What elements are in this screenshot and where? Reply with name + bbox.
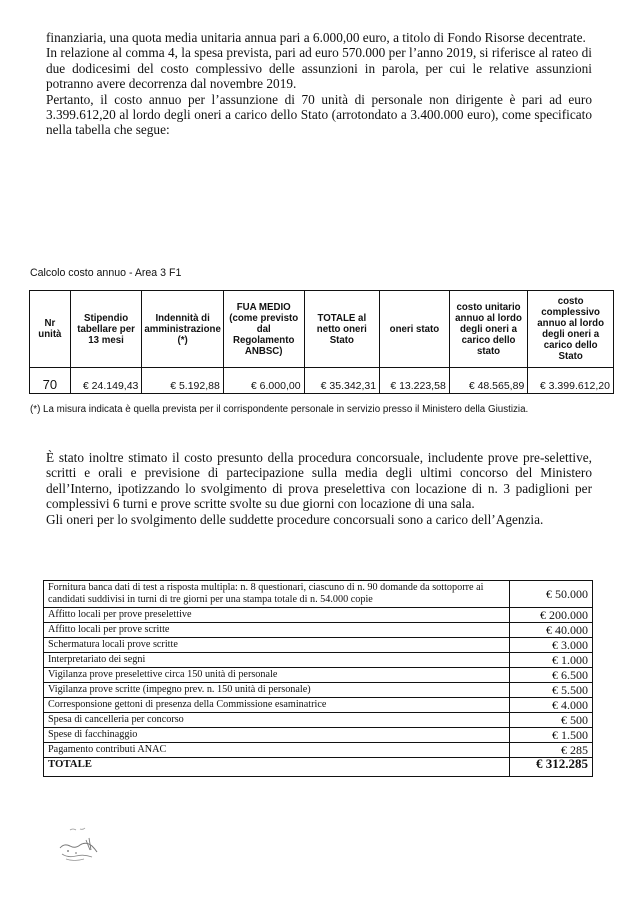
fee-label: Affitto locali per prove preselettive (44, 608, 510, 623)
header-nr-unita: Nr unità (30, 291, 71, 368)
fee-amount: € 50.000 (510, 581, 593, 608)
fee-label: Affitto locali per prove scritte (44, 623, 510, 638)
fees-row (44, 581, 593, 608)
stamp-icon (56, 826, 100, 866)
fee-label: Spesa di cancelleria per concorso (44, 713, 510, 728)
header-totale-netto: TOTALE al netto oneri Stato (304, 291, 380, 368)
header-oneri-stato: oneri stato (380, 291, 450, 368)
fee-label: Pagamento contributi ANAC (44, 743, 510, 758)
fee-amount: € 500 (510, 713, 593, 728)
fees-total-amount: € 312.285 (510, 758, 593, 777)
procedure-paragraph-1: È stato inoltre stimato il costo presunto della procedura concorsuale, includente prove pre-selettive, scritti e orali e previsione di partecipazione sulla media degli ultimi concorso del Ministero dell’Interno, ipotizzando lo svolgimento di prova preselettiva con locazione di n. 3 padiglioni per complessivi 6 turni e prove scritte svolte su due giorni con locazione di una sala. (46, 450, 592, 512)
fee-label: Schermatura locali prove scritte (44, 638, 510, 653)
cell-stipendio: € 24.149,43 (70, 368, 142, 394)
cell-indennita: € 5.192,88 (142, 368, 223, 394)
header-costo-complessivo: costo complessivo annuo al lordo degli oneri a carico dello Stato (528, 291, 614, 368)
header-costo-unitario: costo unitario annuo al lordo degli oneri a carico dello stato (449, 291, 528, 368)
fee-label: Interpretariato dei segni (44, 653, 510, 668)
header-stipendio: Stipendio tabellare per 13 mesi (70, 291, 142, 368)
fees-row (44, 743, 593, 758)
intro-paragraph-1: finanziaria, una quota media unitaria annua pari a 6.000,00 euro, a titolo di Fondo Risorse decentrate. (46, 30, 586, 45)
fee-label: Spese di facchinaggio (44, 728, 510, 743)
fees-row (44, 683, 593, 698)
fees-row (44, 638, 593, 653)
fee-label: Vigilanza prove preselettive circa 150 unità di personale (44, 668, 510, 683)
cost-table-footnote: (*) La misura indicata è quella prevista per il corrispondente personale in servizio presso il Ministero della Giustizia. (30, 404, 529, 415)
cell-costo-complessivo: € 3.399.612,20 (528, 368, 614, 394)
fee-amount: € 3.000 (510, 638, 593, 653)
intro-text (46, 30, 592, 138)
fee-label: Fornitura banca dati di test a risposta multipla: n. 8 questionari, ciascuno di n. 90 domande da sottoporre ai candidati suddivisi in turni di tre giorni per una stampa totale di n. 54.000 copie (44, 581, 510, 608)
procedure-paragraph-2: Gli oneri per lo svolgimento delle suddette procedure concorsuali sono a carico dell’Agenzia. (46, 511, 544, 527)
fees-total-row (44, 758, 593, 777)
fee-amount: € 1.500 (510, 728, 593, 743)
intro-paragraph-3: Pertanto, il costo annuo per l’assunzione di 70 unità di personale non dirigente è pari ad euro 3.399.612,20 al lordo degli oneri a carico dello Stato (arrotondato a 3.400.000 euro), come specificato nella tabella che segue: (46, 91, 592, 138)
fees-table (43, 580, 593, 777)
fee-amount: € 6.500 (510, 668, 593, 683)
fee-amount: € 200.000 (510, 608, 593, 623)
fee-label: Vigilanza prove scritte (impegno prev. n. 150 unità di personale) (44, 683, 510, 698)
cost-table-caption: Calcolo costo annuo - Area 3 F1 (30, 267, 182, 279)
fees-row (44, 608, 593, 623)
cost-table-row (30, 368, 614, 394)
intro-paragraph-2: In relazione al comma 4, la spesa prevista, pari ad euro 570.000 per l’anno 2019, si riferisce al rateo di due dodicesimi del costo complessivo delle assunzioni in parola, per cui le relative assunzioni potranno avere decorrenza dal novembre 2019. (46, 45, 592, 92)
fees-row (44, 728, 593, 743)
fees-row (44, 623, 593, 638)
fee-amount: € 5.500 (510, 683, 593, 698)
cell-fua-medio: € 6.000,00 (223, 368, 304, 394)
fees-row (44, 668, 593, 683)
procedure-text (46, 450, 592, 527)
fee-amount: € 1.000 (510, 653, 593, 668)
fee-amount: € 4.000 (510, 698, 593, 713)
cell-oneri-stato: € 13.223,58 (380, 368, 450, 394)
header-indennita: Indennità di amministrazione (*) (142, 291, 223, 368)
header-fua-medio: FUA MEDIO (come previsto dal Regolamento ANBSC) (223, 291, 304, 368)
fees-row (44, 713, 593, 728)
cell-totale-netto: € 35.342,31 (304, 368, 380, 394)
fees-row (44, 698, 593, 713)
cost-table-header-row (30, 291, 614, 368)
cell-costo-unitario: € 48.565,89 (449, 368, 528, 394)
fee-amount: € 285 (510, 743, 593, 758)
cost-table (29, 290, 614, 394)
fee-label: Corresponsione gettoni di presenza della Commissione esaminatrice (44, 698, 510, 713)
fee-amount: € 40.000 (510, 623, 593, 638)
fees-total-label: TOTALE (44, 758, 510, 777)
cell-nr-unita: 70 (30, 368, 71, 394)
fees-row (44, 653, 593, 668)
